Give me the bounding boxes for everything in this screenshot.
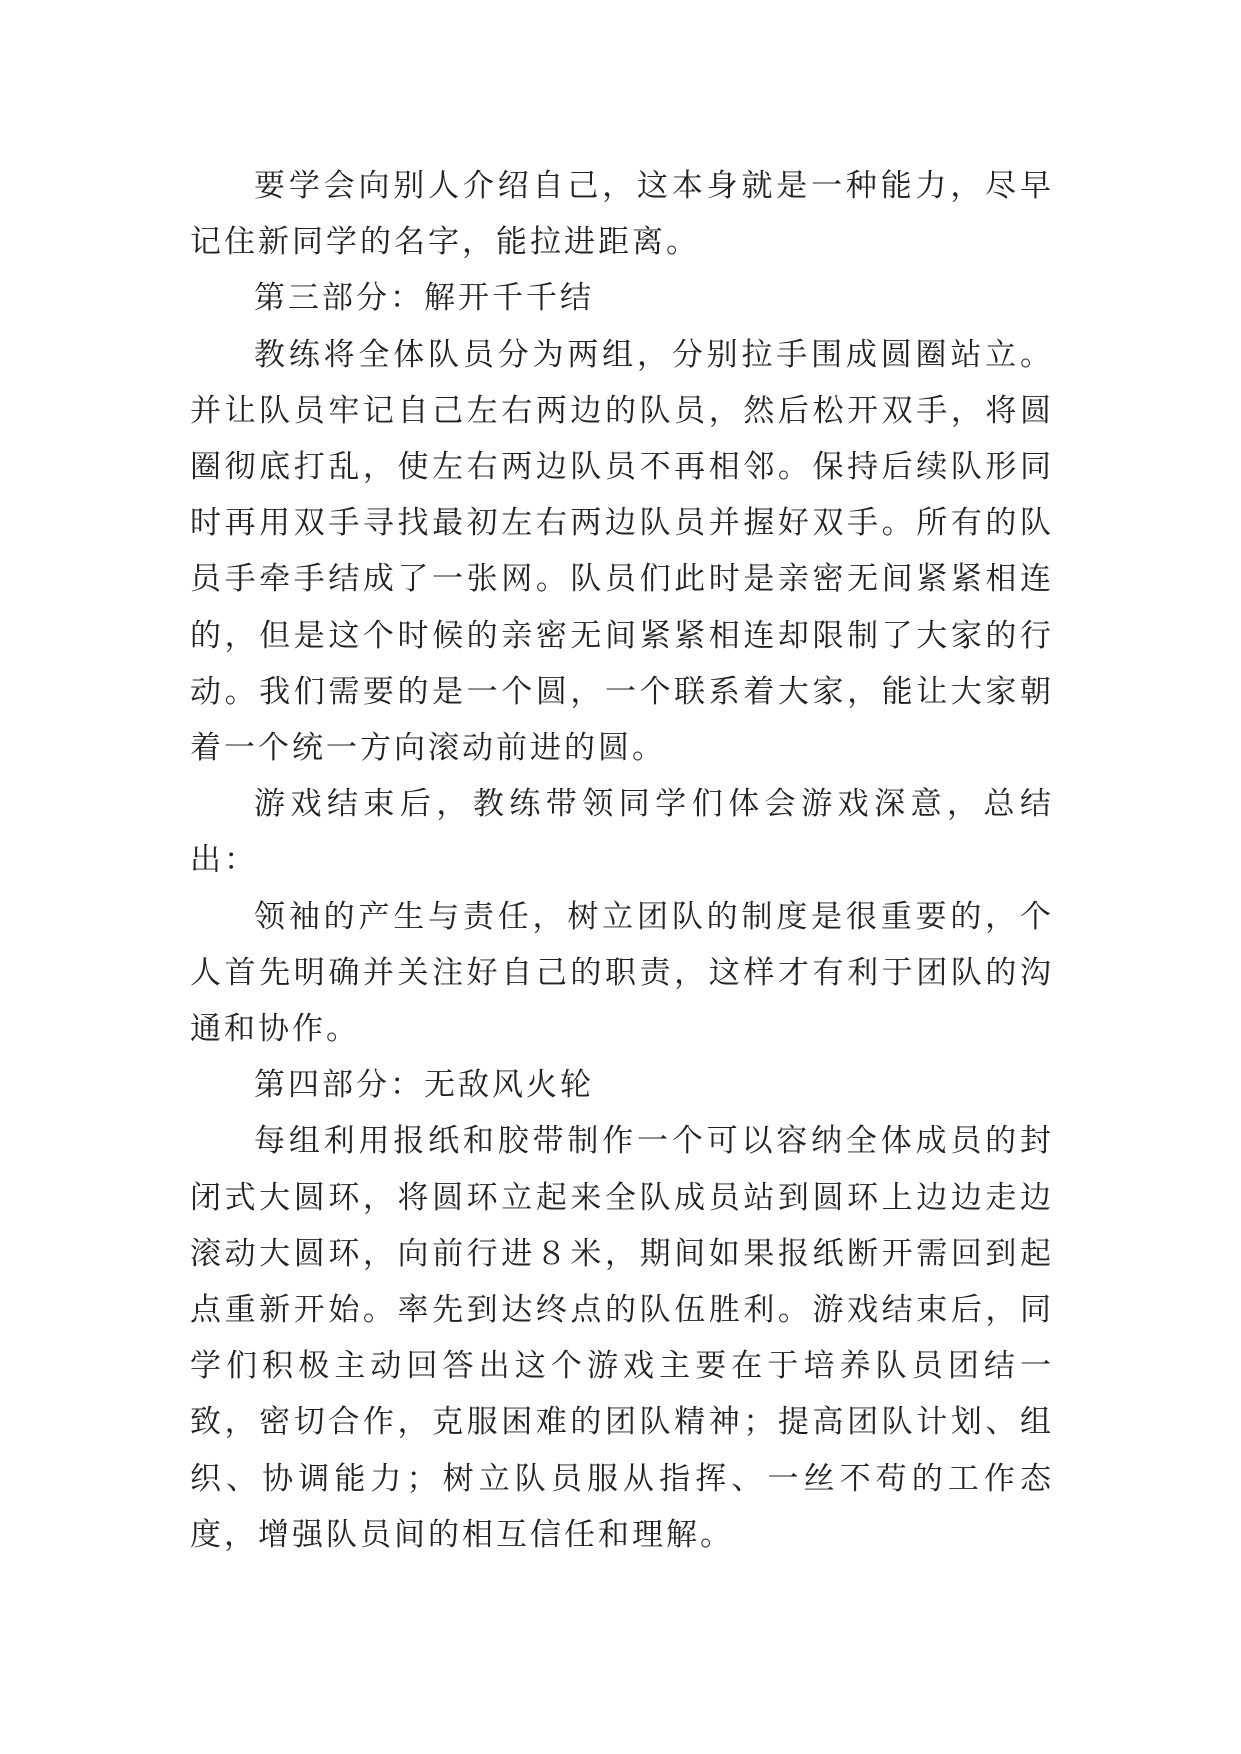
- paragraph-introduce-yourself: 要学会向别人介绍自己，这本身就是一种能力，尽早记住新同学的名字，能拉进距离。: [190, 168, 1054, 261]
- document-body: [190, 158, 1054, 1563]
- paragraph-fire-wheel-game: 每组利用报纸和胶带制作一个可以容纳全体成员的封闭式大圆环，将圆环立起来全队成员站到圆环上边边走边滚动大圆环，向前行进８米，期间如果报纸断开需回到起点重新开始。率先到达终点的队伍胜利。游戏结束后，同学们积极主动回答出这个游戏主要在于培养队员团结一致，密切合作，克服困难的团队精神；提高团队计划、组织、协调能力；树立队员服从指挥、一丝不苟的工作态度，增强队员间的相互信任和理解。: [190, 1123, 1054, 1553]
- paragraph-knot-game: 教练将全体队员分为两组，分别拉手围成圆圈站立。并让队员牢记自己左右两边的队员，然后松开双手，将圆圈彻底打乱，使左右两边队员不再相邻。保持后续队形同时再用双手寻找最初左右两边队员并握好双手。所有的队员手牵手结成了一张网。队员们此时是亲密无间紧紧相连的，但是这个时候的亲密无间紧紧相连却限制了大家的行动。我们需要的是一个圆，一个联系着大家，能让大家朝着一个统一方向滚动前进的圆。: [190, 336, 1054, 767]
- paragraph-summary-intro: 游戏结束后，教练带领同学们体会游戏深意，总结出：: [190, 786, 1054, 879]
- section-heading-part-three: 第三部分：解开千千结: [254, 280, 594, 317]
- paragraph-leadership: 领袖的产生与责任，树立团队的制度是很重要的，个人首先明确并关注好自己的职责，这样才有利于团队的沟通和协作。: [190, 898, 1054, 1048]
- section-heading-part-four: 第四部分：无敌风火轮: [254, 1067, 594, 1104]
